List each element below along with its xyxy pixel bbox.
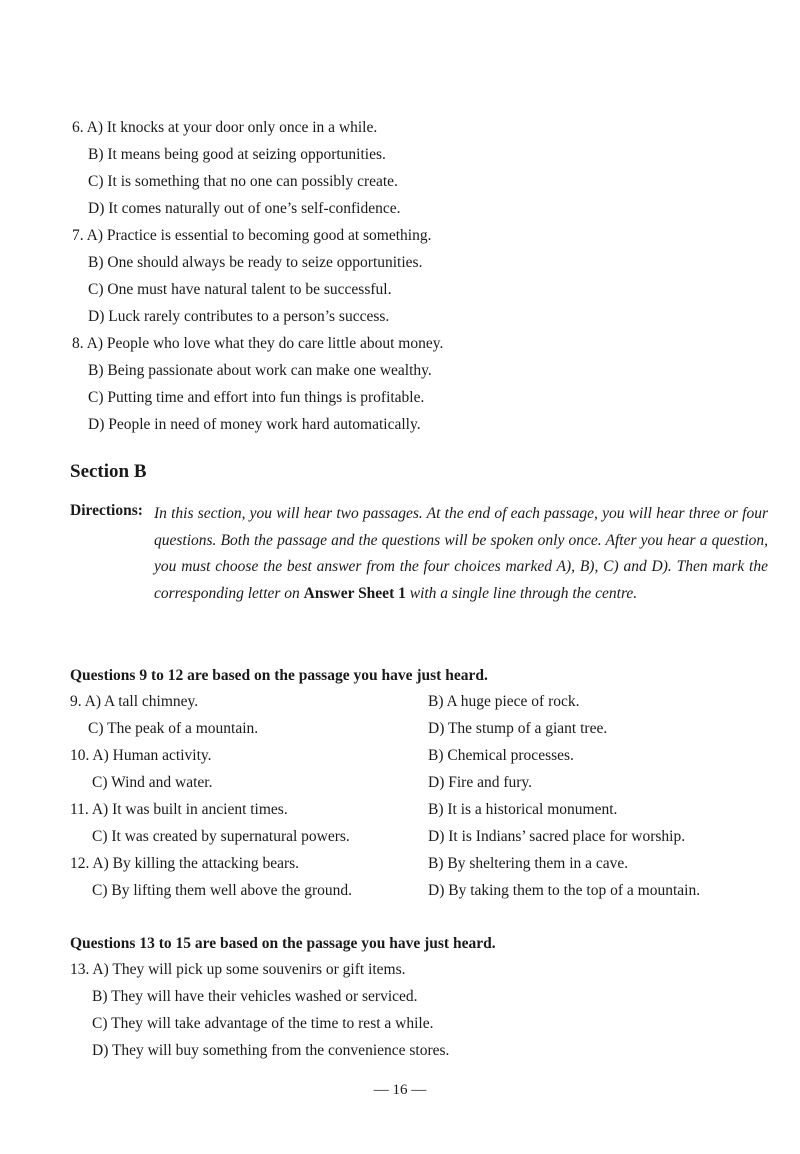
group2-heading: Questions 13 to 15 are based on the passage you have just heard. [70, 935, 496, 952]
q11-option-d: D) It is Indians’ sacred place for worship. [428, 828, 686, 845]
q11-option-b: B) It is a historical monument. [428, 801, 618, 818]
q10-option-a [70, 747, 212, 765]
q6-option-c: C) It is something that no one can possibly create. [88, 173, 398, 190]
directions-text [154, 501, 768, 607]
q9-option-a [70, 693, 198, 711]
q8-option-a-text: A) People who love what they do care little about money. [86, 335, 444, 352]
q8-number: 8. [72, 335, 84, 352]
q6-option-a [72, 119, 377, 137]
q13-number: 13. [70, 961, 90, 978]
q12-option-a [70, 855, 299, 873]
q6-option-b: B) It means being good at seizing opportunities. [88, 146, 386, 163]
q10-option-d: D) Fire and fury. [428, 774, 533, 791]
q9-option-d: D) The stump of a giant tree. [428, 720, 608, 737]
directions-text-part1: In this section, you will hear two passages. At the end of each passage, you will hear three or four questions. Both the passage and the questions will be spoken only once. After you hear a question, you must choose the best answer from the four choices marked A), B), C) and D). Then mark the corresponding letter on [154, 505, 768, 602]
q7-option-c: C) One must have natural talent to be successful. [88, 281, 392, 298]
q7-number: 7. [72, 227, 84, 244]
q7-option-b: B) One should always be ready to seize opportunities. [88, 254, 423, 271]
directions-text-part2: with a single line through the centre. [405, 584, 638, 602]
q12-option-b: B) By sheltering them in a cave. [428, 855, 629, 872]
q10-number: 10. [70, 747, 90, 764]
q12-option-a-text: A) By killing the attacking bears. [92, 855, 300, 872]
q9-option-b: B) A huge piece of rock. [428, 693, 580, 710]
q7-option-a [72, 227, 431, 245]
q8-option-a [72, 335, 443, 353]
q8-option-c: C) Putting time and effort into fun things is profitable. [88, 389, 425, 406]
q8-option-b: B) Being passionate about work can make one wealthy. [88, 362, 432, 379]
q13-option-c: C) They will take advantage of the time to rest a while. [92, 1015, 434, 1032]
q11-number: 11. [70, 801, 89, 818]
q10-option-b: B) Chemical processes. [428, 747, 574, 764]
q11-option-a-text: A) It was built in ancient times. [91, 801, 288, 818]
answer-sheet-label: Answer Sheet 1 [303, 584, 406, 602]
page-number: — 16 — [373, 1082, 427, 1098]
q9-option-c: C) The peak of a mountain. [88, 720, 259, 737]
q13-option-d: D) They will buy something from the convenience stores. [92, 1042, 450, 1059]
q12-number: 12. [70, 855, 90, 872]
q7-option-d: D) Luck rarely contributes to a person’s success. [88, 308, 390, 325]
q11-option-a [70, 801, 288, 819]
q10-option-c: C) Wind and water. [92, 774, 213, 791]
q7-option-a-text: A) Practice is essential to becoming good at something. [86, 227, 432, 244]
q12-option-d: D) By taking them to the top of a mountain. [428, 882, 701, 899]
q13-option-a-text: A) They will pick up some souvenirs or gift items. [92, 961, 406, 978]
q13-option-b: B) They will have their vehicles washed or serviced. [92, 988, 418, 1005]
section-b-title: Section B [70, 461, 147, 482]
q10-option-a-text: A) Human activity. [92, 747, 212, 764]
q6-option-a-text: A) It knocks at your door only once in a while. [86, 119, 378, 136]
directions-label: Directions: [70, 502, 143, 519]
q13-option-a [70, 961, 406, 979]
q11-option-c: C) It was created by supernatural powers. [92, 828, 350, 845]
q9-number: 9. [70, 693, 82, 710]
group1-heading: Questions 9 to 12 are based on the passage you have just heard. [70, 667, 488, 684]
q12-option-c: C) By lifting them well above the ground. [92, 882, 353, 899]
q8-option-d: D) People in need of money work hard automatically. [88, 416, 421, 433]
q6-number: 6. [72, 119, 84, 136]
q6-option-d: D) It comes naturally out of one’s self-confidence. [88, 200, 401, 217]
q9-option-a-text: A) A tall chimney. [84, 693, 199, 710]
